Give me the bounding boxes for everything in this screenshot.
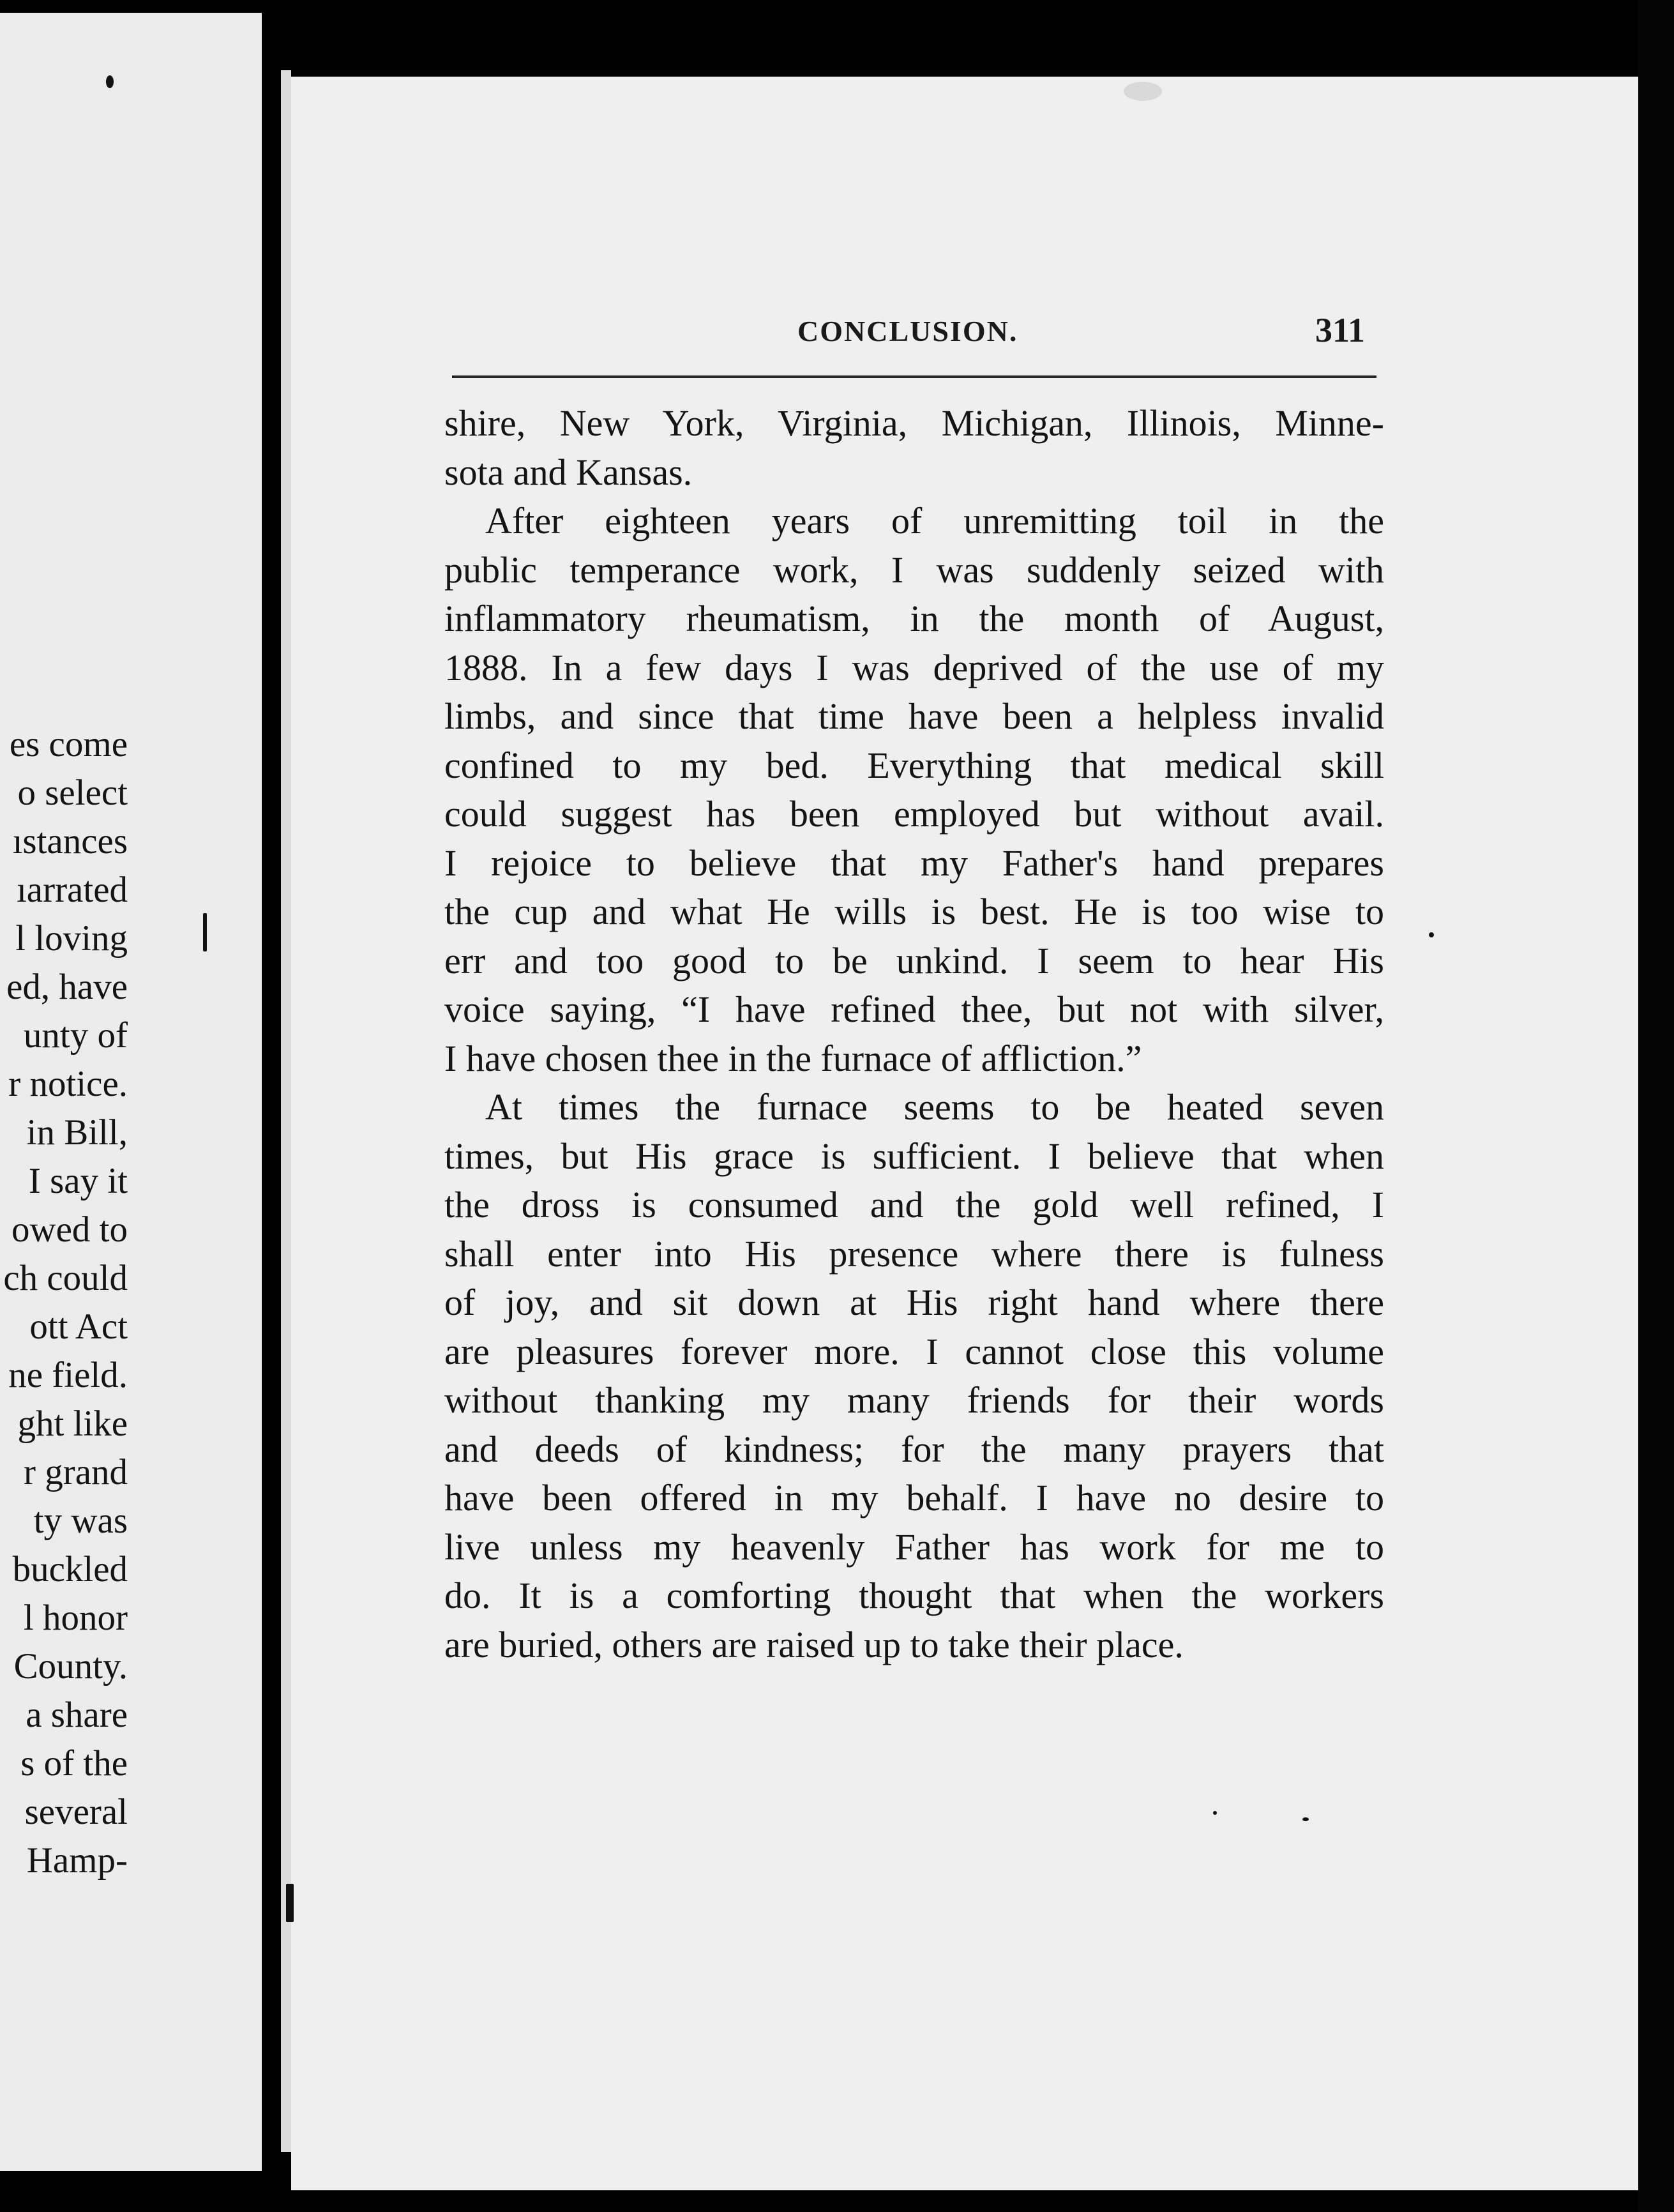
previous-page-line: I say it (28, 1161, 128, 1201)
previous-page-line: ch could (3, 1258, 128, 1298)
text-line: At times the furnace seems to be heated seven (485, 1086, 1384, 1128)
scan-speck (203, 913, 207, 951)
text-line: and deeds of kindness; for the many prayers that (444, 1428, 1384, 1470)
page-number: 311 (1315, 311, 1366, 349)
previous-page-line: r notice. (8, 1064, 128, 1104)
previous-page-line: ne field. (8, 1355, 128, 1395)
scan-speck (1302, 1817, 1309, 1821)
previous-page-line: l loving (15, 918, 128, 958)
previous-page-line: o select (17, 773, 128, 813)
header-rule (452, 375, 1376, 378)
previous-page-line: in Bill, (26, 1112, 128, 1153)
previous-page-line: unty of (23, 1015, 128, 1056)
page-body (444, 399, 1384, 1669)
previous-page-line: buckled (12, 1549, 128, 1589)
text-line: are pleasures forever more. I cannot close this volume (444, 1330, 1384, 1372)
previous-page-line: ty was (33, 1501, 128, 1541)
text-line: shall enter into His presence where there is fulness (444, 1232, 1384, 1275)
scan-border (1638, 0, 1674, 2212)
previous-page-line: Hamp- (26, 1840, 128, 1881)
previous-page-line: ıstances (12, 821, 128, 861)
text-line: the cup and what He wills is best. He is too wise to (444, 891, 1384, 932)
scan-speck (106, 75, 114, 88)
previous-page-line: ıarrated (16, 870, 128, 910)
text-line: sota and Kansas. (444, 451, 693, 493)
text-line: I have chosen thee in the furnace of affliction.” (444, 1037, 1142, 1079)
previous-page-line: r grand (23, 1452, 128, 1492)
previous-page-line: ght like (17, 1404, 128, 1444)
text-line: do. It is a comforting thought that when the workers (444, 1575, 1384, 1616)
previous-page-line: s of the (20, 1743, 128, 1784)
scan-speck (286, 1884, 294, 1922)
text-line: of joy, and sit down at His right hand where there (444, 1282, 1384, 1323)
previous-page-line: County. (13, 1646, 128, 1686)
text-line: are buried, others are raised up to take their place. (444, 1623, 1184, 1665)
previous-page-line: es come (9, 724, 128, 764)
previous-page (0, 13, 262, 2171)
scan-speck (1124, 82, 1162, 101)
text-line: public temperance work, I was suddenly seized with (444, 549, 1384, 591)
text-line: limbs, and since that time have been a helpless invalid (444, 695, 1384, 737)
text-line: inflammatory rheumatism, in the month of August, (444, 598, 1384, 639)
previous-page-line: l honor (23, 1598, 128, 1638)
scan-speck (1213, 1811, 1217, 1815)
text-line: have been offered in my behalf. I have no desire to (444, 1477, 1384, 1519)
text-line: err and too good to be unkind. I seem to hear His (444, 939, 1384, 981)
scan-speck (1429, 932, 1434, 937)
text-line: confined to my bed. Everything that medical skill (444, 744, 1384, 786)
text-line: could suggest has been employed but without avail. (444, 793, 1384, 835)
text-line: without thanking my many friends for their words (444, 1379, 1384, 1421)
book-gutter (262, 0, 281, 2212)
previous-page-line: a share (26, 1695, 128, 1735)
text-line: live unless my heavenly Father has work for me to (444, 1526, 1384, 1568)
previous-page-line: several (24, 1792, 128, 1832)
text-line: After eighteen years of unremitting toil in the (485, 500, 1384, 542)
previous-page-line: ed, have (6, 967, 128, 1007)
text-line: the dross is consumed and the gold well refined, I (444, 1184, 1384, 1225)
text-line: times, but His grace is sufficient. I believe that when (444, 1135, 1384, 1177)
text-line: shire, New York, Virginia, Michigan, Illinois, Minne- (444, 402, 1384, 444)
page-edge-strip (281, 70, 291, 2152)
previous-page-line: ott Act (29, 1307, 128, 1347)
text-line: I rejoice to believe that my Father's hand prepares (444, 842, 1384, 884)
text-line: voice saying, “I have refined thee, but not with silver, (444, 989, 1384, 1030)
running-head: CONCLUSION. (797, 315, 1018, 347)
text-line: 1888. In a few days I was deprived of the use of my (444, 646, 1384, 688)
previous-page-line: owed to (11, 1209, 128, 1250)
